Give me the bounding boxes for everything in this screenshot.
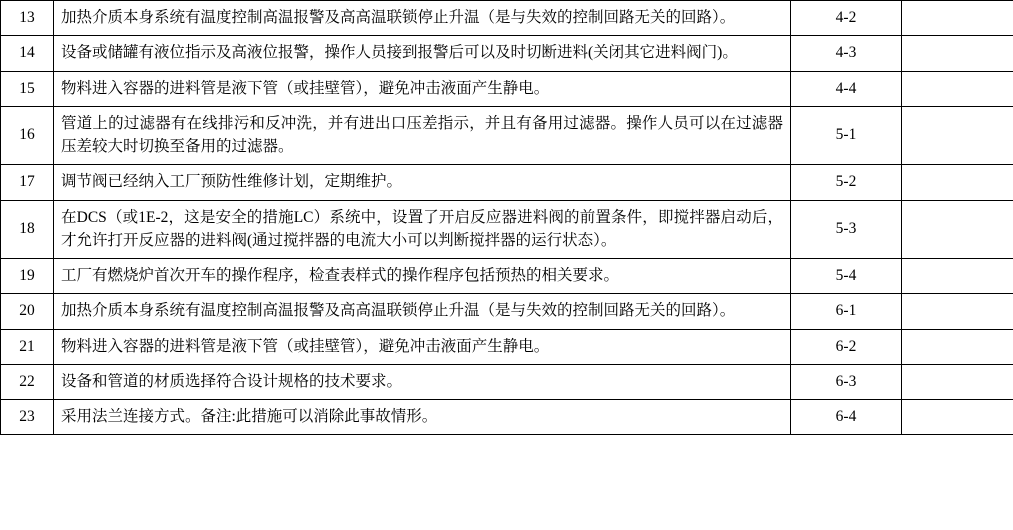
table-row (1, 165, 1013, 200)
row-note (902, 165, 1013, 200)
row-index: 19 (1, 259, 54, 294)
row-description (54, 165, 791, 200)
row-description (54, 200, 791, 259)
row-note (902, 36, 1013, 71)
row-description-text: 调节阀已经纳入工厂预防性维修计划，定期维护。 (61, 173, 403, 191)
row-code: 4-2 (791, 1, 902, 36)
row-description (54, 400, 791, 435)
row-description-text: 管道上的过滤器有在线排污和反冲洗，并有进出口压差指示，并且有备用过滤器。操作人员可以在过滤器压差较大时切换至备用的过滤器。 (61, 114, 783, 155)
row-description (54, 364, 791, 399)
row-code: 6-2 (791, 329, 902, 364)
row-description (54, 259, 791, 294)
row-code: 5-1 (791, 106, 902, 165)
table-row (1, 71, 1013, 106)
row-index: 16 (1, 106, 54, 165)
row-description (54, 1, 791, 36)
table-row (1, 329, 1013, 364)
row-note (902, 1, 1013, 36)
row-code: 5-3 (791, 200, 902, 259)
table-row (1, 200, 1013, 259)
row-description-text: 设备或储罐有液位指示及高液位报警，操作人员接到报警后可以及时切断进料(关闭其它进料阀门)。 (61, 44, 738, 62)
row-index: 21 (1, 329, 54, 364)
row-description (54, 106, 791, 165)
row-index: 15 (1, 71, 54, 106)
row-description-text: 在DCS（或1E-2，这是安全的措施LC）系统中，设置了开启反应器进料阀的前置条件，即搅拌器启动后，才允许打开反应器的进料阀(通过搅拌器的电流大小可以判断搅拌器的运行状态）。 (61, 208, 783, 249)
row-index: 23 (1, 400, 54, 435)
table-row (1, 364, 1013, 399)
row-note (902, 200, 1013, 259)
row-description-text: 工厂有燃烧炉首次开车的操作程序，检查表样式的操作程序包括预热的相关要求。 (61, 267, 620, 284)
row-code: 6-1 (791, 294, 902, 329)
row-description (54, 71, 791, 106)
row-note (902, 259, 1013, 294)
row-description (54, 329, 791, 364)
table-row (1, 106, 1013, 165)
row-description-text: 物料进入容器的进料管是液下管（或挂壁管），避免冲击液面产生静电。 (61, 337, 550, 355)
row-code: 5-4 (791, 259, 902, 294)
row-index: 20 (1, 294, 54, 329)
row-description (54, 36, 791, 71)
row-description-text: 物料进入容器的进料管是液下管（或挂壁管），避免冲击液面产生静电。 (61, 79, 550, 97)
row-description (54, 294, 791, 329)
row-description-text: 加热介质本身系统有温度控制高温报警及高高温联锁停止升温（是与失效的控制回路无关的回路）。 (61, 9, 736, 26)
row-index: 14 (1, 36, 54, 71)
table-row (1, 294, 1013, 329)
row-index: 13 (1, 1, 54, 36)
row-code: 5-2 (791, 165, 902, 200)
row-note (902, 364, 1013, 399)
row-description-text: 采用法兰连接方式。备注:此措施可以消除此事故情形。 (61, 408, 438, 425)
row-description-text: 设备和管道的材质选择符合设计规格的技术要求。 (61, 372, 403, 390)
row-note (902, 329, 1013, 364)
row-index: 22 (1, 364, 54, 399)
row-note (902, 71, 1013, 106)
table-row (1, 400, 1013, 435)
table-body (1, 1, 1013, 435)
table-row (1, 259, 1013, 294)
table-row (1, 1, 1013, 36)
table-row (1, 36, 1013, 71)
row-note (902, 400, 1013, 435)
row-index: 17 (1, 165, 54, 200)
row-description-text: 加热介质本身系统有温度控制高温报警及高高温联锁停止升温（是与失效的控制回路无关的回路）。 (61, 302, 736, 320)
row-code: 6-3 (791, 364, 902, 399)
row-code: 6-4 (791, 400, 902, 435)
row-code: 4-3 (791, 36, 902, 71)
row-index: 18 (1, 200, 54, 259)
row-code: 4-4 (791, 71, 902, 106)
row-note (902, 294, 1013, 329)
row-note (902, 106, 1013, 165)
